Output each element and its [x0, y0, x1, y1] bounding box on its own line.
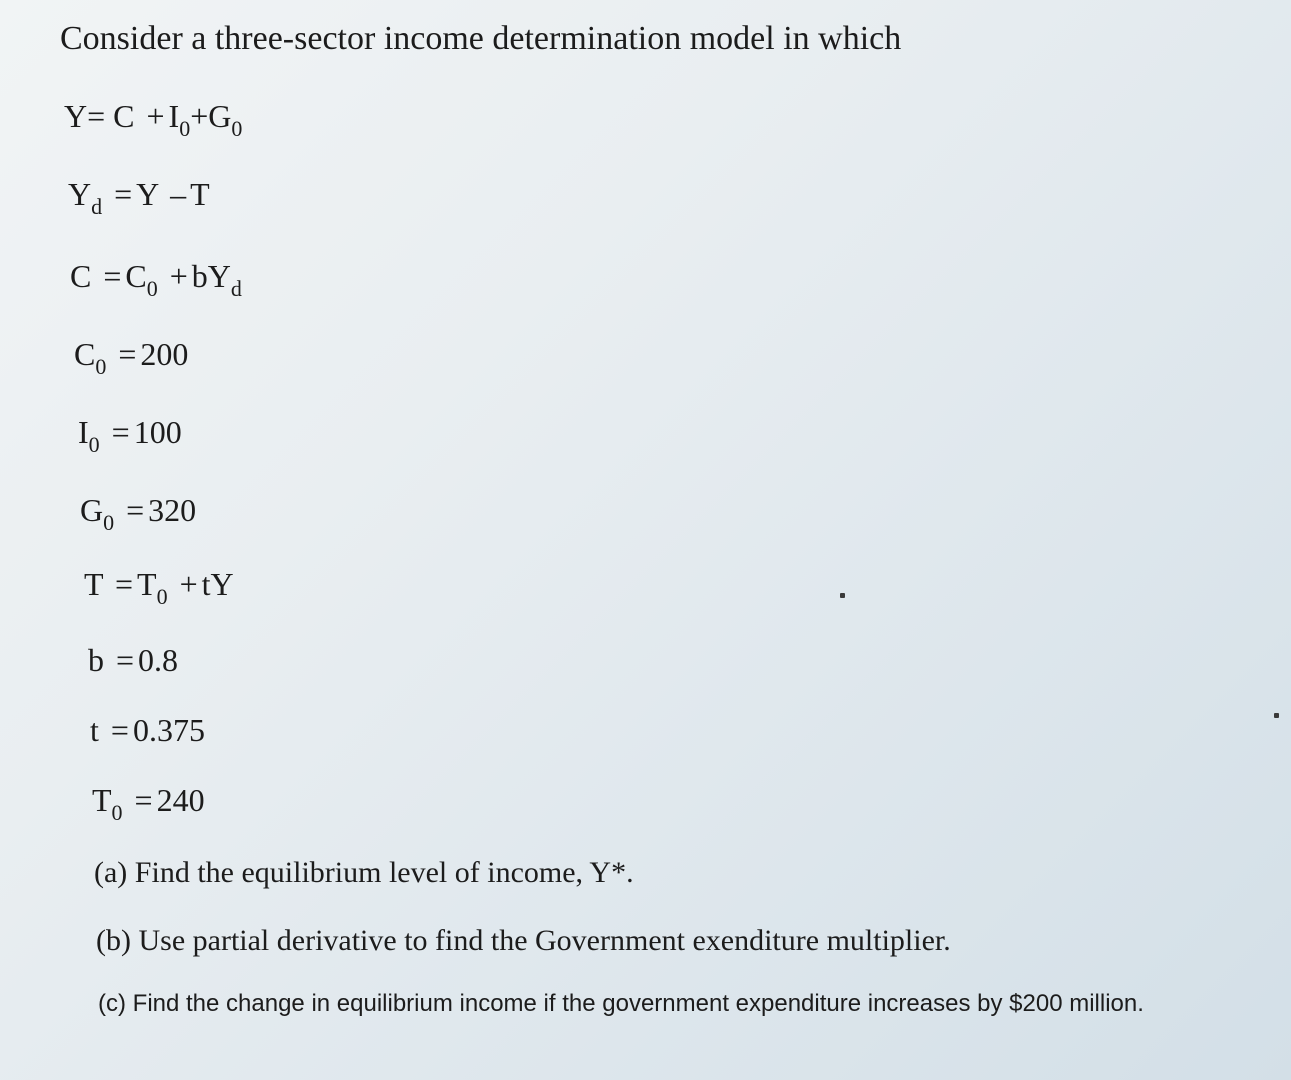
equation-mpc: b = 0.8 — [88, 642, 179, 678]
equation-taxes: $T = T_0$ + tY — [84, 566, 234, 609]
equation-disposable-income: $Y_d = Y - T$ — [68, 176, 210, 219]
screen-speck — [840, 593, 845, 598]
screen-speck — [1274, 713, 1279, 718]
equation-tax-rate: t = 0.375 — [90, 712, 205, 748]
question-c: (c) Find the change in equilibrium income if the government expenditure increases by $200 million. — [98, 990, 1144, 1017]
equation-investment: $I_0 = 100$ — [78, 414, 182, 457]
question-b: (b) Use partial derivative to find the Government exenditure multiplier. — [96, 924, 951, 957]
equation-consumption: $C = C_0 + bY_d$ — [70, 258, 242, 301]
equation-lump-sum-tax: $T_0 = 240$ — [92, 782, 205, 825]
question-a: (a) Find the equilibrium level of income, Y*. — [94, 856, 634, 889]
equation-government-spending: $G_0 = 320$ — [80, 492, 197, 535]
equation-income-identity: $Y= C + I_0+G_0$ — [64, 98, 243, 141]
equation-autonomous-consumption: $C_0 = 200$ — [74, 336, 189, 379]
intro-text: Consider a three-sector income determination model in which — [60, 20, 902, 57]
